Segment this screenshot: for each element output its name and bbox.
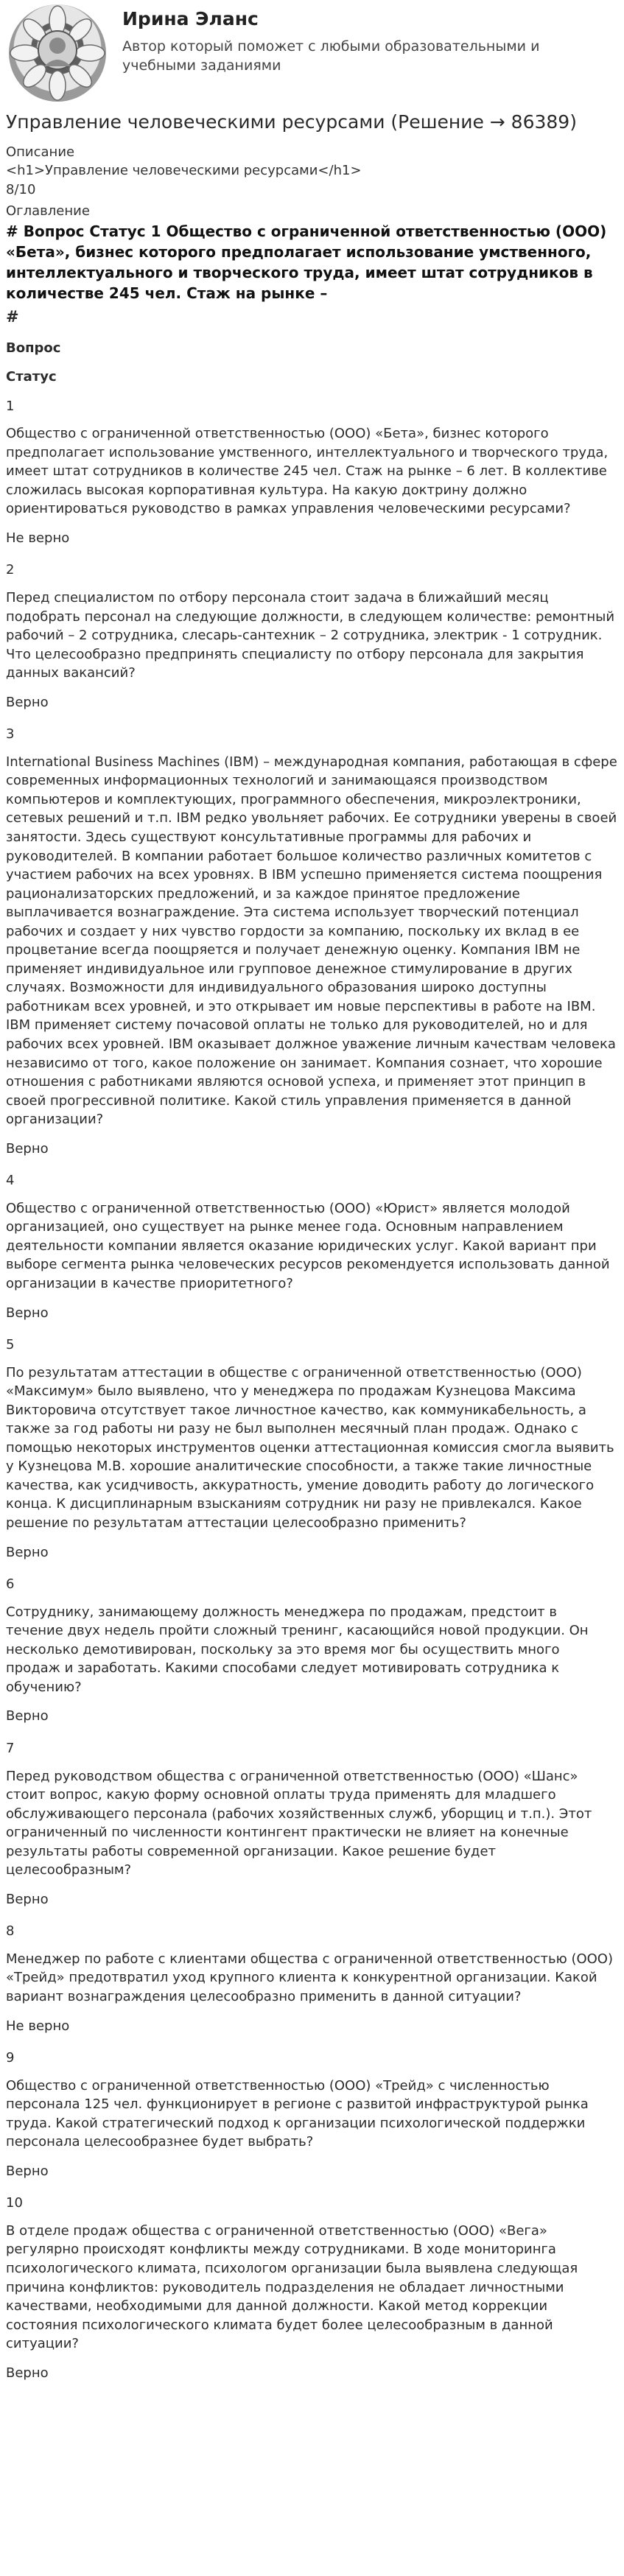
question-text: Сотруднику, занимающему должность менеджера по продажам, предстоит в течение двух недель пройти сложный тренинг, касающийся новой продукции. Он несколько демотивирован, поскольку за это время мог бы осуществить много продаж и заработать. Какими способами следует мотивировать сотрудника к обучению?	[6, 1604, 589, 1695]
question-item	[6, 1739, 618, 1909]
question-item	[6, 725, 618, 1158]
question-number: 3	[6, 726, 15, 743]
question-number: 9	[6, 2050, 15, 2066]
question-status: Верно	[6, 2163, 49, 2179]
question-text: Общество с ограниченной ответственностью (ООО) «Трейд» с численностью персонала 125 чел. функционирует в регионе с развитой инфраструктурой рынка труда. Какой стратегический подход к организации психологической поддержки персонала целесообразнее будет выбрать?	[6, 2077, 589, 2150]
question-number: 6	[6, 1576, 15, 1593]
question-item	[6, 2194, 618, 2382]
avatar-flower-icon	[9, 4, 106, 102]
question-number: 1	[6, 398, 15, 414]
question-number: 8	[6, 1923, 15, 1940]
question-status: Не верно	[6, 530, 70, 546]
question-number: 2	[6, 562, 15, 578]
question-status: Верно	[6, 1305, 49, 1321]
question-status: Верно	[6, 1891, 49, 1907]
question-text: Перед руководством общества с ограниченной ответственностью (ООО) «Шанс» стоит вопрос, какую форму основной оплаты труда применять для младшего обслуживающего персонала (рабочих хозяйственных служб, уборщиц и т.п.). Этот ограниченный по численности контингент практически не влияет на конечные результаты работы современной организации. Какое решение будет целесообразным?	[6, 1768, 592, 1878]
author-info	[122, 4, 564, 76]
question-status: Верно	[6, 1708, 49, 1724]
raw-heading: <h1>Управление человеческими ресурсами</h1>	[6, 163, 362, 179]
question-text: В отделе продаж общества с ограниченной ответственностью (ООО) «Вега» регулярно происходят конфликты между сотрудниками. В ходе мониторинга психологического климата, психологом организации была выявлена следующая причина конфликтов: руководитель подразделения не обладает личностными качествами, необходимыми для данной должности. Какой метод коррекции состояния психологического климата будет более целесообразным в данной ситуации?	[6, 2222, 578, 2352]
question-status: Верно	[6, 1544, 49, 1560]
avatar[interactable]	[9, 4, 106, 102]
toc-hash: #	[6, 307, 19, 326]
author-name[interactable]: Ирина Эланс	[122, 8, 259, 29]
column-question: Вопрос	[6, 340, 61, 356]
question-text: Общество с ограниченной ответственностью (ООО) «Бета», бизнес которого предполагает использование умственного, интеллектуального и творческого труда, имеет штат сотрудников в количестве 245 чел. Стаж на рынке – 6 лет. В коллективе сложилась высокая корпоративная культура. На какую доктрину должно ориентироваться руководство в рамках управления человеческими ресурсами?	[6, 426, 609, 517]
question-number: 10	[6, 2195, 23, 2211]
question-status: Не верно	[6, 2018, 70, 2034]
description-label: Описание	[6, 144, 75, 160]
author-card	[6, 0, 618, 109]
question-status: Верно	[6, 1140, 49, 1157]
toc-heading[interactable]: # Вопрос Статус 1 Общество с ограниченной ответственностью (ООО) «Бета», бизнес которого предполагает использование умственного, интеллектуального и творческого труда, имеет штат сотрудников в количестве 245 чел. Стаж на рынке –	[6, 222, 607, 302]
question-number: 7	[6, 1740, 15, 1756]
question-status: Верно	[6, 694, 49, 710]
question-text: Общество с ограниченной ответственностью (ООО) «Юрист» является молодой организацией, оно существует на рынке менее года. Основным направлением деятельности компании является оказание юридических услуг. Какой вариант при выборе сегмента рынка человеческих ресурсов рекомендуется использовать данной организации в качестве приоритетного?	[6, 1200, 610, 1292]
question-item	[6, 1336, 618, 1562]
question-item	[6, 1575, 618, 1726]
score: 8/10	[6, 181, 36, 197]
question-item	[6, 2049, 618, 2180]
question-list	[6, 397, 618, 2383]
question-number: 4	[6, 1173, 15, 1189]
question-text: По результатам аттестации в обществе с ограниченной ответственностью (ООО) «Максимум» было выявлено, что у менеджера по продажам Кузнецова Максима Викторовича отсутствует такое личностное качество, как коммуникабельность, а также за год работы ни разу не был выполнен месячный план продаж. Однако с помощью некоторых инструментов оценки аттестационная комиссия смогла выявить у Кузнецова М.В. хорошие аналитические способности, а также такие личностные качества, как усидчивость, аккуратность, умение доводить работу до логического конца. К дисциплинарным взысканиям сотрудник ни разу не привлекался. Какое решение по результатам аттестации целесообразно применить?	[6, 1364, 614, 1531]
question-item	[6, 1171, 618, 1322]
question-item	[6, 561, 618, 712]
question-text: Менеджер по работе с клиентами общества с ограниченной ответственностью (ООО) «Трейд» предотвратил уход крупного клиента к конкурентной организации. Какой вариант вознаграждения целесообразно применить в данной ситуации?	[6, 1951, 614, 2004]
question-text: International Business Machines (IBM) – международная компания, работающая в сфере современных информационных технологий и занимающаяся производством компьютеров и комплектующих, программного обеспечения, микроэлектроники, сетевых решений и т.п. IBM редко увольняет рабочих. Ее сотрудники уверены в своей занятости. Здесь существуют консультативные программы для рабочих и руководителей. В компании работает большое количество различных комитетов с участием рабочих на всех уровнях. В IBM успешно применяется система поощрения рационализаторских предложений, и за каждое принятое предложение выплачивается вознаграждение. Эта система использует творческий потенциал рабочих и создает у них чувство гордости за компанию, поскольку их вклад в ее процветание всегда поощряется и получает денежную оценку. Компания IBM не применяет индивидуальное или групповое денежное стимулирование в других случаях. Возможности для индивидуального образования широко доступны работникам всех уровней, и это открывает им новые перспективы в работе на IBM. IBM применяет систему почасовой оплаты не только для руководителей, но и для рабочих всех уровней. IBM оказывает должное уважение личным качествам человека независимо от того, какое положение он занимает. Компания сознает, что хорошие отношения с работниками являются основой успеха, и применяет этот принцип в своей прогрессивной политике. Какой стиль управления применяется в данной организации?	[6, 754, 617, 1128]
column-status: Статус	[6, 369, 57, 385]
toc-label: Оглавление	[6, 203, 90, 220]
question-number: 5	[6, 1337, 15, 1353]
question-status: Верно	[6, 2365, 49, 2381]
question-item	[6, 397, 618, 548]
question-text: Перед специалистом по отбору персонала стоит задача в ближайший месяц подобрать персонал на следующие должности, в следующем количестве: ремонтный рабочий – 2 сотрудника, слесарь-сантехник – 2 сотрудника, электрик - 1 сотрудник. Что целесообразно предпринять специалисту по отбору персонала для закрытия данных вакансий?	[6, 589, 615, 681]
question-item	[6, 1922, 618, 2035]
page-title: Управление человеческими ресурсами (Решение → 86389)	[6, 111, 577, 133]
author-description: Автор который поможет с любыми образовательными и учебными заданиями	[122, 38, 540, 74]
